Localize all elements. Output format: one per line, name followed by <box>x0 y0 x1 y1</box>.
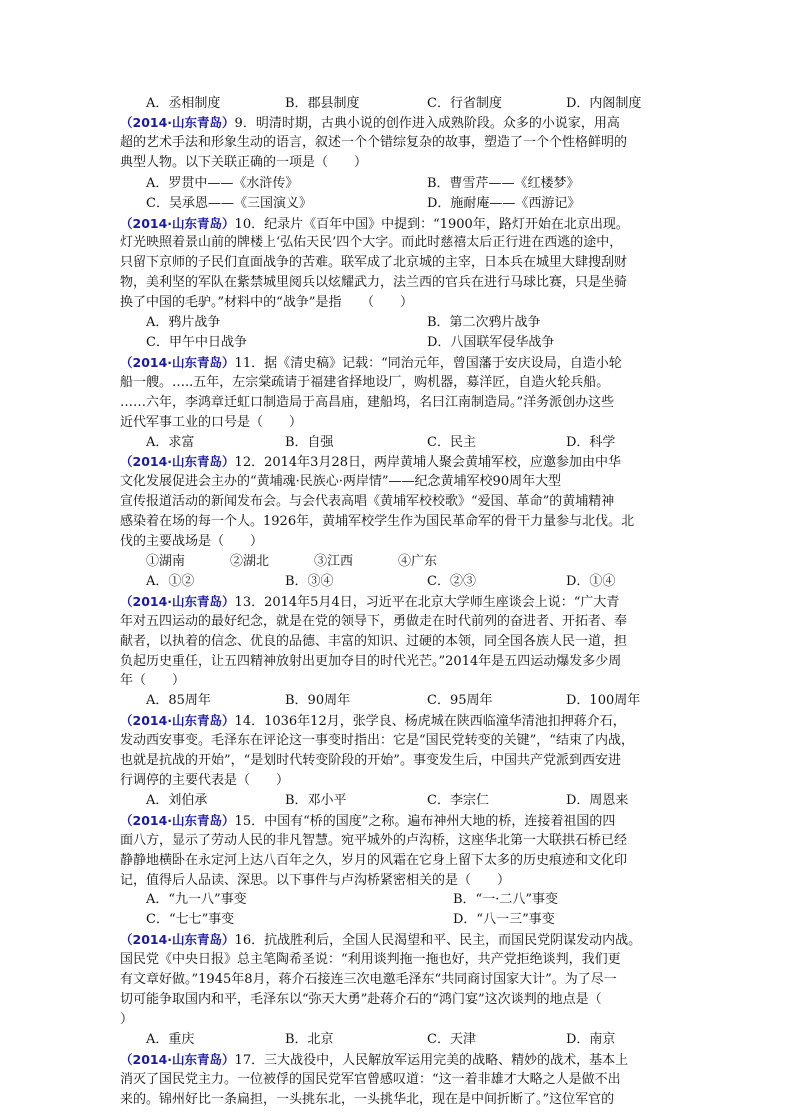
q12-option-a: A．①② <box>146 573 195 589</box>
q12-item-1: ①湖南 <box>146 553 186 569</box>
q12-source: （2014·山东青岛） <box>120 454 235 470</box>
q12-line-4: 感染着在场的每一个人。1926年，黄埔军校学生作为国民革命军的骨干力量参与北伐。北 <box>120 514 635 530</box>
q16-option-d: D．南京 <box>566 1031 616 1047</box>
q10-option-b: B．第二次鸦片战争 <box>427 315 541 330</box>
q10-line-2: 灯光映照着景山前的牌楼上‘弘佑天民’四个大字。而此时慈禧太后正行进在西逃的途中， <box>120 235 623 251</box>
q16-line-2: 国民党《中央日报》总主笔陶希圣说：“利用谈判拖一拖也好，共产党拒绝谈判，我们更 <box>120 952 621 968</box>
q17-line-2: 消灭了国民党主力。一位被俘的国民党军官曾感叹道：“这一着非雄才大略之人是做不出 <box>120 1071 621 1087</box>
q11-option-b: B．自强 <box>285 434 334 450</box>
q13-line-5: 年（ ） <box>120 673 186 689</box>
q11-line-2: 船一艘。…..五年，左宗棠疏请于福建省择地设厂，购机器，募洋匠，自造火轮兵船。 <box>120 374 610 390</box>
q12-item-4: ④广东 <box>398 553 438 569</box>
q9-option-c: C．吴承恩——《三国演义》 <box>146 195 312 211</box>
q13-option-c: C．95周年 <box>427 693 493 709</box>
q13-option-a: A．85周年 <box>146 693 211 709</box>
q15-option-c: C．“七七”事变 <box>146 912 235 928</box>
q13-line-3: 献者，以执着的信念、优良的品德、丰富的知识、过硬的本领，同全国各族人民一道，担 <box>120 633 628 649</box>
q11-option-c: C．民主 <box>427 434 476 450</box>
q12-line-2: 文化发展促进会主办的“黄埔魂·民族心·两岸情”——纪念黄埔军校90周年大型 <box>120 474 562 490</box>
q11-option-a: A．求富 <box>146 434 195 450</box>
q12-item-3: ③江西 <box>314 553 354 569</box>
q15-option-d: D．“八一三”事变 <box>453 912 555 928</box>
q11-line-3: ……六年，李鸿章迁虹口制造局于高昌庙，建船坞，名曰江南制造局。”洋务派创办这些 <box>120 394 615 410</box>
q13-option-b: B．90周年 <box>285 693 351 709</box>
q9-line-2: 超的艺术手法和形象生动的语言，叙述一个个错综复杂的故事，塑造了一个个性格鲜明的 <box>120 134 628 150</box>
q14-option-c: C．李宗仁 <box>427 792 489 808</box>
q15-line-2: 面八方，显示了劳动人民的非凡智慧。宛平城外的卢沟桥，这座华北第一大联拱石桥已经 <box>120 832 628 848</box>
q11-option-d: D．科学 <box>566 434 616 450</box>
q10-line-4: 物，美利坚的军队在紫禁城里阅兵以炫耀武力，法兰西的官兵在进行马球比赛，只是坐骑 <box>120 275 628 291</box>
q10-option-d: D．八国联军侵华战争 <box>427 334 555 350</box>
q17-source: （2014·山东青岛） <box>120 1051 235 1067</box>
q14-line-1 <box>120 711 680 732</box>
q14-line-3: 也就是抗战的开始”，“是划时代转变阶段的开始”。事变发生后，中国共产党派到西安进 <box>120 753 621 768</box>
q12-option-b: B．③④ <box>285 573 334 589</box>
q10-option-a: A．鸦片战争 <box>146 315 221 330</box>
q11-text: 11．据《清史稿》记载：“同治元年，曾国藩于安庆设局，自造小轮 <box>234 355 622 371</box>
q10-text: 10．纪录片《百年中国》中提到：“1900年，路灯开始在北京出现。 <box>234 216 629 232</box>
q15-source: （2014·山东青岛） <box>120 812 235 828</box>
q14-line-4: 行调停的主要代表是（ ） <box>120 772 290 788</box>
q9-source: （2014·山东青岛） <box>120 115 235 130</box>
q15-option-b: B．“一·二八”事变 <box>453 892 558 908</box>
q9-line-1 <box>120 113 680 134</box>
q8-option-b: B．郡县制度 <box>285 96 360 111</box>
q10-option-c: C．甲午中日战争 <box>146 334 247 350</box>
q14-line-2: 发动西安事变。毛泽东在评论这一事变时指出：它是“国民党转变的关键”，“结束了内战， <box>120 733 634 749</box>
q16-line-4: 切可能争取国内和平，毛泽东以“弥天大勇”赴蒋介石的“鸿门宴”这次谈判的地点是（ <box>120 991 602 1007</box>
q12-text: 12．2014年3月28日，两岸黄埔人聚会黄埔军校，应邀参加由中华 <box>234 455 621 471</box>
q17-line-3: 来的。锦州好比一条扁担，一头挑东北，一头挑华北，现在是中间折断了。”这位军官的 <box>120 1091 615 1107</box>
q15-line-1 <box>120 811 680 832</box>
q13-text: 13．2014年5月4日，习近平在北京大学师生座谈会上说：“广大青 <box>234 594 620 610</box>
q14-option-d: D．周恩来 <box>566 792 629 808</box>
q13-source: （2014·山东青岛） <box>120 593 235 609</box>
q15-line-4: 记，值得后人品读、深思。以下事件与卢沟桥紧密相关的是（ ） <box>120 872 511 888</box>
q11-line-4: 近代军事工业的口号是（ ） <box>120 414 303 430</box>
q16-option-c: C．天津 <box>427 1031 476 1047</box>
q9-text: 9．明清时期，古典小说的创作进入成熟阶段。众多的小说家，用高 <box>234 116 620 131</box>
q10-line-5: 换了中国的毛驴。”材料中的“战争”是指 （ ） <box>120 295 413 311</box>
q8-option-a: A．丞相制度 <box>146 96 221 111</box>
q16-source: （2014·山东青岛） <box>120 932 235 948</box>
q11-line-1 <box>120 353 680 374</box>
q14-source: （2014·山东青岛） <box>120 713 235 729</box>
q16-option-b: B．北京 <box>285 1031 334 1047</box>
q16-text: 16．抗战胜利后，全国人民渴望和平、民主，而国民党阴谋发动内战。 <box>234 933 642 949</box>
q14-option-a: A．刘伯承 <box>146 792 208 808</box>
q16-line-1 <box>120 930 680 951</box>
q16-line-5: ） <box>120 1011 134 1027</box>
q15-option-a: A．“九一八”事变 <box>146 892 247 908</box>
q17-text: 17．三大战役中，人民解放军运用完美的战略、精妙的战术，基本上 <box>234 1052 629 1068</box>
q12-line-3: 宣传报道活动的新闻发布会。与会代表高唱《黄埔军校校歌》“爱国、革命”的黄埔精神 <box>120 494 615 510</box>
q12-line-5: 伐的主要战场是（ ） <box>120 534 264 549</box>
q9-option-d: D．施耐庵——《西游记》 <box>427 195 581 211</box>
q13-line-4: 负起历史重任，让五四精神放射出更加夺目的时代光芒。”2014年是五四运动爆发多少周 <box>120 653 622 669</box>
q10-line-1 <box>120 214 680 235</box>
q12-item-2: ②湖北 <box>230 553 270 569</box>
q8-option-c: C．行省制度 <box>427 96 502 111</box>
q15-text: 15．中国有“桥的国度”之称。遍布神州大地的桥，连接着祖国的四 <box>234 813 616 829</box>
q12-option-c: C．②③ <box>427 573 476 589</box>
q13-line-1 <box>120 592 680 613</box>
q9-option-a: A．罗贯中——《水浒传》 <box>146 175 299 191</box>
q11-source: （2014·山东青岛） <box>120 354 235 370</box>
q14-text: 14．1036年12月，张学良、杨虎城在陕西临潼华清池扣押蒋介石， <box>234 714 626 730</box>
q14-option-b: B．邓小平 <box>285 792 347 808</box>
q12-line-1 <box>120 452 680 473</box>
q17-line-1 <box>120 1050 680 1071</box>
q16-option-a: A．重庆 <box>146 1031 195 1047</box>
q12-option-d: D．①④ <box>566 573 616 589</box>
q13-option-d: D．100周年 <box>566 693 641 709</box>
q10-source: （2014·山东青岛） <box>120 215 235 231</box>
q10-line-3: 只留下京师的子民们直面战争的苦难。联军成了北京城的主宰，日本兵在城里大肆搜刮财 <box>120 255 628 271</box>
q8-option-d: D．内阁制度 <box>566 96 642 111</box>
q9-option-b: B．曹雪芹——《红楼梦》 <box>427 175 580 191</box>
q13-line-2: 年对五四运动的最好纪念，就是在党的领导下，勇做走在时代前列的奋进者、开拓者、奉 <box>120 613 628 629</box>
q9-line-3: 典型人物。以下关联正确的一项是（ ） <box>120 154 368 170</box>
q16-line-3: 有文章好做。”1945年8月，蒋介石接连三次电邀毛泽东“共同商讨国家大计”。为了尽一 <box>120 972 617 988</box>
q15-line-3: 静静地横卧在永定河上达八百年之久，岁月的风霜在它身上留下太多的历史痕迹和文化印 <box>120 852 628 868</box>
